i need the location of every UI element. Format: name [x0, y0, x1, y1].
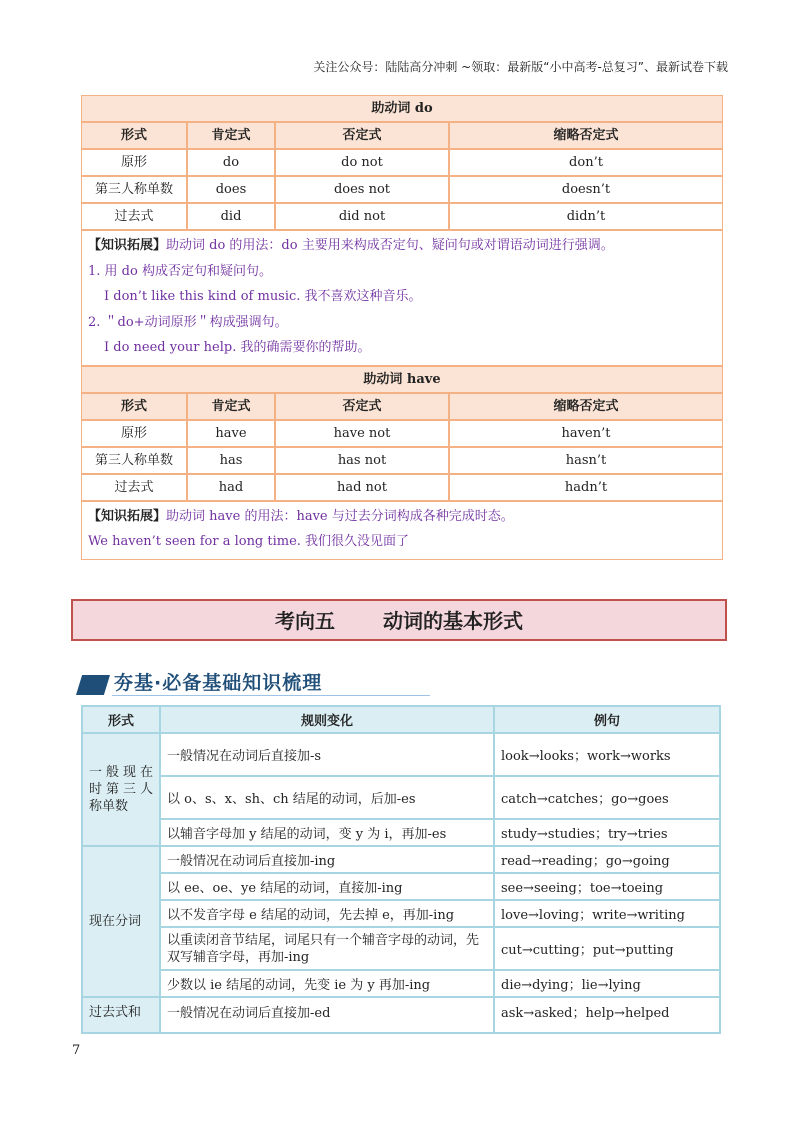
heading-underline: [112, 695, 430, 696]
rule-cell: 以不发音字母 e 结尾的动词，先去掉 e，再加-ing: [160, 900, 494, 927]
have-table-header: [82, 392, 722, 419]
table-cell: does not: [276, 177, 450, 202]
table-row: [82, 202, 722, 229]
table-cell: 原形: [82, 421, 188, 446]
table-cell: do not: [276, 150, 450, 175]
rule-cell: 一般情况在动词后直接加-ed: [160, 997, 494, 1033]
table-row: [82, 819, 720, 846]
rule-cell: 以 o、s、x、sh、ch 结尾的动词，后加-es: [160, 776, 494, 819]
rule-cell: 以辅音字母加 y 结尾的动词，变 y 为 i，再加-es: [160, 819, 494, 846]
table-cell: 第三人称单数: [82, 177, 188, 202]
table-cell: had not: [276, 475, 450, 500]
do-table-title: 助动词 do: [82, 96, 722, 121]
table-cell: have: [188, 421, 276, 446]
table-cell: does: [188, 177, 276, 202]
table-cell: has: [188, 448, 276, 473]
table-header-row: [82, 706, 720, 733]
rule-cell: 一般情况在动词后直接加-ing: [160, 846, 494, 873]
note-line: I do need your help. 我的确需要你的帮助。: [104, 340, 371, 355]
rule-cell: 以重读闭音节结尾，词尾只有一个辅音字母的动词，先双写辅音字母，再加-ing: [160, 927, 494, 970]
subsection-heading: [76, 668, 430, 696]
page-header: 关注公众号：陆陆高分冲刺 ~领取：最新版“小中高考-总复习”、最新试卷下载: [313, 60, 728, 74]
table-row: [82, 873, 720, 900]
table-row: [82, 148, 722, 175]
table-row: [82, 997, 720, 1033]
table-row: [82, 446, 722, 473]
have-table-title: 助动词 have: [82, 365, 722, 392]
example-cell: see→seeing；toe→toeing: [494, 873, 720, 900]
have-knowledge-note: [82, 500, 722, 559]
table-row: [82, 733, 720, 776]
table-row: [82, 846, 720, 873]
header-cell: 形式: [82, 123, 188, 148]
note-example: We haven’t seen for a long time. 我们很久没见面了: [88, 534, 410, 549]
table-row: [82, 927, 720, 970]
category-cell: 现在分词: [82, 846, 160, 997]
table-cell: 第三人称单数: [82, 448, 188, 473]
table-row: [82, 419, 722, 446]
banner-part2: 动词的基本形式: [383, 609, 523, 633]
rule-cell: 少数以 ie 结尾的动词，先变 ie 为 y 再加-ing: [160, 970, 494, 997]
header-cell: 否定式: [276, 394, 450, 419]
header-cell: 肯定式: [188, 123, 276, 148]
rule-cell: 一般情况在动词后直接加-s: [160, 733, 494, 776]
note-line: 2. ＂do+动词原形＂构成强调句。: [88, 314, 288, 330]
subsection-title: 夯基·必备基础知识梳理: [114, 672, 323, 694]
do-table-header: [82, 121, 722, 148]
note-line: 1. 用 do 构成否定句和疑问句。: [88, 263, 272, 279]
table-cell: did not: [276, 204, 450, 229]
category-cell: 一般现在时第三人称单数: [82, 733, 160, 846]
auxiliary-verbs-table: [81, 95, 723, 560]
example-cell: study→studies；try→tries: [494, 819, 720, 846]
note-text: 助动词 do 的用法：do 主要用来构成否定句、疑问句或对谓语动词进行强调。: [166, 238, 614, 253]
note-label: 【知识拓展】: [88, 238, 167, 253]
example-cell: look→looks；work→works: [494, 733, 720, 776]
table-row: [82, 175, 722, 202]
table-cell: hadn’t: [564, 479, 608, 495]
header-cell: 规则变化: [160, 706, 494, 733]
table-row: [82, 970, 720, 997]
do-knowledge-note: [82, 229, 722, 365]
table-cell: 原形: [82, 150, 188, 175]
table-cell: don’t: [569, 155, 603, 170]
table-cell: do: [188, 150, 276, 175]
header-cell: 例句: [494, 706, 720, 733]
page-number: 7: [72, 1043, 81, 1058]
note-label: 【知识拓展】: [88, 508, 167, 524]
table-cell: haven’t: [561, 425, 611, 441]
header-cell: 形式: [82, 706, 160, 733]
example-cell: cut→cutting；put→putting: [494, 927, 720, 970]
table-cell: hasn’t: [565, 452, 607, 468]
header-cell: 否定式: [276, 123, 450, 148]
header-cell: 形式: [82, 394, 188, 419]
table-cell: did: [188, 204, 276, 229]
rule-cell: 以 ee、oe、ye 结尾的动词，直接加-ing: [160, 873, 494, 900]
category-cell: 过去式和: [82, 997, 160, 1033]
table-cell: have not: [276, 421, 450, 446]
verb-forms-table: [81, 705, 721, 1034]
table-cell: 过去式: [82, 204, 188, 229]
example-cell: die→dying；lie→lying: [494, 970, 720, 997]
table-cell: 过去式: [82, 475, 188, 500]
note-line: I don’t like this kind of music. 我不喜欢这种音乐。: [104, 289, 422, 304]
table-cell: doesn’t: [561, 182, 611, 197]
table-cell: had: [188, 475, 276, 500]
example-cell: catch→catches；go→goes: [494, 776, 720, 819]
example-cell: ask→asked；help→helped: [494, 997, 720, 1033]
table-row: [82, 776, 720, 819]
header-cell: 肯定式: [188, 394, 276, 419]
header-cell: 缩略否定式: [553, 128, 619, 143]
table-row: [82, 900, 720, 927]
section-banner: [71, 599, 727, 641]
note-text: 助动词 have 的用法：have 与过去分词构成各种完成时态。: [166, 508, 514, 524]
table-cell: didn’t: [566, 209, 606, 224]
heading-bar-icon: [76, 675, 110, 695]
table-cell: has not: [276, 448, 450, 473]
header-cell: 缩略否定式: [553, 398, 619, 414]
example-cell: read→reading；go→going: [494, 846, 720, 873]
banner-part1: 考向五: [275, 609, 335, 633]
table-row: [82, 473, 722, 500]
example-cell: love→loving；write→writing: [494, 900, 720, 927]
